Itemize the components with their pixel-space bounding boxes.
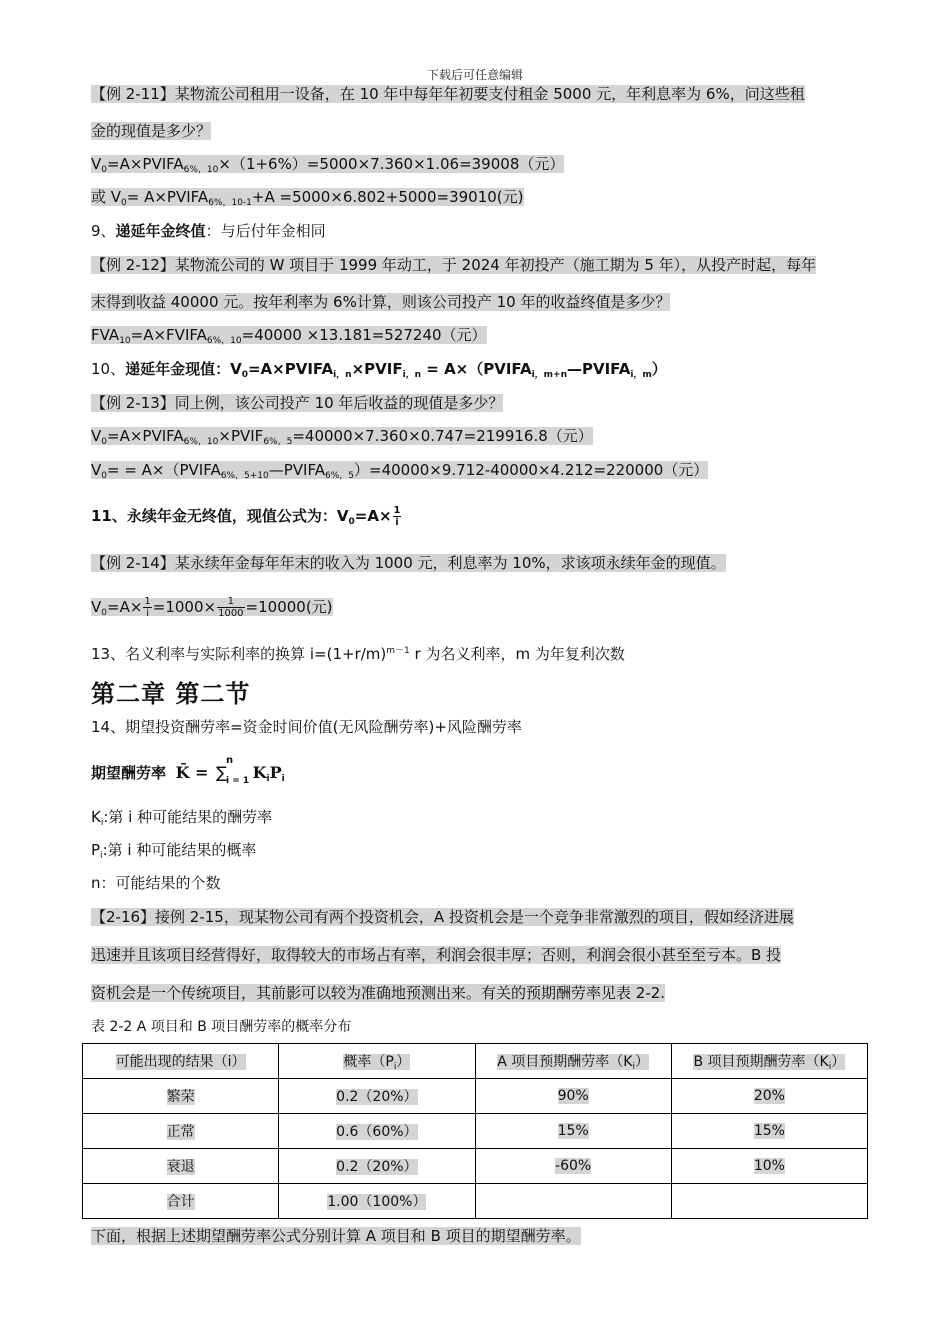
table-cell: 0.6（60%） bbox=[279, 1114, 475, 1149]
example-2-11-line1: 【例 2-11】某物流公司租用一设备，在 10 年中每年年初要支付租金 5000 元，年利息率为 6%，问这些租 bbox=[91, 85, 805, 103]
example-2-16-line1: 【2-16】接例 2-15，现某物公司有两个投资机会，A 投资机会是一个竞争非常激烈的项目，假如经济进展 bbox=[91, 908, 794, 926]
chapter-heading: 第二章 第二节 bbox=[91, 680, 251, 708]
example-2-12-line2: 末得到收益 40000 元。按年利率为 6%计算，则该公司投产 10 年的收益终值是多少？ bbox=[91, 293, 671, 311]
example-2-13-line1: 【例 2-13】同上例，该公司投产 10 年后收益的现值是多少？ bbox=[91, 394, 504, 412]
section-14: 14、期望投资酬劳率=资金时间价值(无风险酬劳率)+风险酬劳率 bbox=[91, 718, 522, 736]
table-cell: 1.00（100%） bbox=[279, 1184, 475, 1219]
table-cell bbox=[671, 1184, 867, 1219]
example-2-12-line1: 【例 2-12】某物流公司的 W 项目于 1999 年动工，于 2024 年初投产（施工期为 5 年），从投产时起，每年 bbox=[91, 256, 817, 274]
table-header-cell: 概率$(P_i)$ bbox=[279, 1044, 475, 1079]
table-cell: 合计 bbox=[83, 1184, 279, 1219]
table-row bbox=[83, 1114, 868, 1149]
definition-pi: $P_i$:第 i 种可能结果的概率 bbox=[91, 841, 257, 861]
expected-return-formula: 期望酬劳率 K̄ = ∑ n i = 1 $K_iP_i$ bbox=[91, 755, 285, 786]
formula-2-13-a: $V_0=A\times PVIFA_{6\%,10}\times PVIF_{6\%,5}=40000\times 7.360\times 0.747=219916.8$（元） bbox=[91, 427, 593, 447]
table-cell: 正常 bbox=[83, 1114, 279, 1149]
table-cell: 繁荣 bbox=[83, 1079, 279, 1114]
table-header-cell: 可能出现的结果（i） bbox=[83, 1044, 279, 1079]
table-cell: 20% bbox=[671, 1079, 867, 1114]
definition-ki: $K_i$:第 i 种可能结果的酬劳率 bbox=[91, 808, 273, 828]
formula-2-13-b: $V_0=$ = $A\times(PVIFA_{6\%,5+10}—PVIFA_{6\%,5})=40000\times 9.712-40000\times 4.212=220000$（元） bbox=[91, 461, 709, 481]
table-header-cell: B 项目预期酬劳率$(K_i)$ bbox=[671, 1044, 867, 1079]
example-2-16-line3: 资机会是一个传统项目，其前影可以较为准确地预测出来。有关的预期酬劳率见表 2-2. bbox=[91, 984, 666, 1002]
table-cell: 0.2（20%） bbox=[279, 1079, 475, 1114]
section-9: 9、递延年金终值：与后付年金相同 bbox=[91, 222, 326, 240]
formula-2-12: $FVA_{10}=A\times FVIFA_{6\%,10}=40000 \times 13.181=527240$（元） bbox=[91, 326, 487, 346]
formula-2-14: $V_0=A\times$ $\frac{1}{i}$ =1000× $\frac{1}{1000}$ =10000(元) bbox=[91, 596, 333, 619]
table-cell: 15% bbox=[671, 1114, 867, 1149]
table-caption: 表 2-2 A 项目和 B 项目酬劳率的概率分布 bbox=[91, 1019, 352, 1035]
table-cell: 15% bbox=[475, 1114, 671, 1149]
table-row bbox=[83, 1149, 868, 1184]
table-cell: 0.2（20%） bbox=[279, 1149, 475, 1184]
section-10: 10、递延年金现值：$V_0=A\times PVIFA_{i,n}\times PVIF_{i,n}$ = $A\times(PVIFA_{i,m+n}—PVIFA_{i,m})$ bbox=[91, 360, 667, 380]
table-row bbox=[83, 1184, 868, 1219]
probability-table bbox=[82, 1043, 868, 1219]
section-13: 13、名义利率与实际利率的换算 $i=(1+r/m)^{m-1}$ r 为名义利率，m 为年复利次数 bbox=[91, 645, 625, 663]
page-header: 下载后可任意编辑 bbox=[426, 68, 523, 82]
formula-2-11-b: 或 $V_0=$ $A\times PVIFA_{6\%,10-1}+A =5000\times 6.802+5000=39010$(元) bbox=[91, 188, 524, 208]
example-2-16-line2: 迅速并且该项目经营得好，取得较大的市场占有率，利润会很丰厚；否则，利润会很小甚至至亏本。B 投 bbox=[91, 946, 782, 964]
table-row bbox=[83, 1079, 868, 1114]
summation-symbol: ∑ n i = 1 bbox=[216, 755, 250, 786]
formula-2-11-a: $V_0=A\times PVIFA_{6\%,10}\times(1+6\%)=5000\times 7.360\times 1.06=39008$（元） bbox=[91, 155, 565, 175]
table-cell: 10% bbox=[671, 1149, 867, 1184]
table-cell: -60% bbox=[475, 1149, 671, 1184]
table-header-row bbox=[83, 1044, 868, 1079]
example-2-11-line2: 金的现值是多少？ bbox=[91, 122, 212, 140]
definition-n: n：可能结果的个数 bbox=[91, 874, 221, 892]
section-11: 11、永续年金无终值，现值公式为：$V_0=A\times$ $\frac{1}{i}$ bbox=[91, 505, 401, 528]
table-cell: 衰退 bbox=[83, 1149, 279, 1184]
example-2-14-line1: 【例 2-14】某永续年金每年年末的收入为 1000 元，利息率为 10%，求该项永续年金的现值。 bbox=[91, 554, 726, 572]
fraction-1-over-i: $\frac{1}{i}$ bbox=[393, 505, 401, 528]
table-header-cell: A 项目预期酬劳率$(K_i)$ bbox=[475, 1044, 671, 1079]
closing-line: 下面，根据上述期望酬劳率公式分别计算 A 项目和 B 项目的期望酬劳率。 bbox=[91, 1227, 581, 1245]
table-cell bbox=[475, 1184, 671, 1219]
table-cell: 90% bbox=[475, 1079, 671, 1114]
